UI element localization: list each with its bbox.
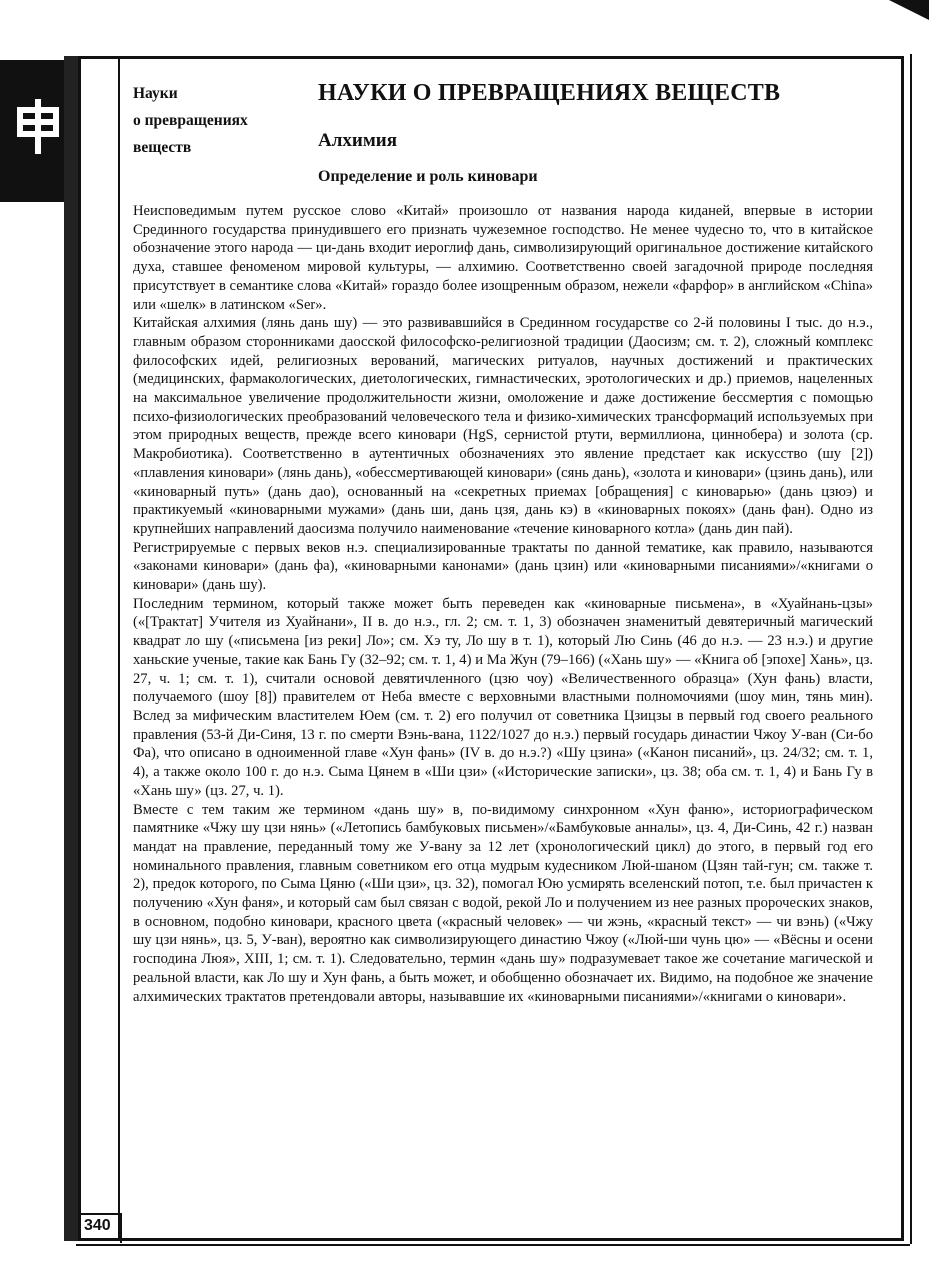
section-heading: Алхимия	[318, 130, 397, 151]
left-black-strip	[64, 56, 78, 1241]
body-text	[133, 202, 873, 1006]
outer-right-rule	[906, 54, 912, 1244]
page-title: НАУКИ О ПРЕВРАЩЕНИЯХ ВЕЩЕСТВ	[318, 80, 781, 106]
side-heading-line: Науки	[133, 85, 178, 102]
outer-bottom-rule	[76, 1244, 910, 1246]
corner-mark-icon	[889, 0, 929, 20]
side-heading-line: о превращениях	[133, 112, 248, 129]
page-number: 340	[84, 1217, 111, 1234]
chinese-glyph-icon	[12, 98, 64, 154]
subsection-heading: Определение и роль киновари	[318, 168, 538, 185]
paragraph: Регистрируемые с первых веков н.э. специализированные трактаты по данной тематике, как правило, называются «законами киновари» (дань фа), «киноварными канонами» (дань цзин) или «киноварными писаниями»/«книгами о киновари» (дань шу).	[133, 539, 873, 594]
side-heading	[133, 80, 293, 161]
gutter-rule	[118, 56, 120, 1241]
paragraph: Неисповедимым путем русское слово «Китай» произошло от названия народа киданей, впервые в истории Срединного государства принудившего его признать чужеземное господство. Не менее чудесно то, что в китайское обозначение этого народа — ци-дань входит иероглиф дань, символизирующий оригинальное достижение китайского духа, ставшее феноменом мировой культуры, — алхимию. Соответственно своей загадочной природе последняя присутствует в семантике слова «Китай» гораздо более изощренным образом, нежели «фарфор» в английском «China» или «шелк» в латинском «Ser».	[133, 203, 873, 313]
side-heading-line: веществ	[133, 139, 192, 156]
paragraph: Вместе с тем таким же термином «дань шу» в, по-видимому синхронном «Хун фаню», историографическом памятнике «Чжу шу цзи нянь» («Летопись бамбуковых письмен»/«Бамбуковые анналы», цз. 4, Ди-Синь, 42 г.) назван мандат на правление, переданный тому же У-вану за 12 лет (хронологический цикл) до этого, в первый год его номинального правления, главным советником его отца мудрым кудесником Люй-шаном (Цзян тай-гун; см. также т. 2), предок которого, по Сыма Цяню («Ши цзи», цз. 32), помогал Юю усмирять вселенский потоп, т.е. был причастен к получению «Хун фаня», и который сам был связан с водой, рекой Ло и получением из нее разных пророческих знаков, в основном, подобно киновари, красного цвета («красный человек» — чи жэнь, «красный текст» — чи вэнь) («Чжу шу цзи нянь», цз. 5, У-ван), вероятно как символизирующего династию Чжоу («Люй-ши чунь цю» — «Вёсны и осени господина Люя», XIII, 1; см. т. 1). Следовательно, термин «дань шу» подразумевает такое же сочетание магической и реальной власти, как Ло шу и Хун фань, а быть может, и обобщенно обозначает их. Видимо, на подобное же значение алхимических трактатов претендовали авторы, называвшие их «киноварными писаниями»/«книгами о киновари».	[133, 801, 873, 1005]
paragraph: Китайская алхимия (лянь дань шу) — это развивавшийся в Срединном государстве со 2-й половины I тыс. до н.э., главным образом сторонниками даосской философско-религиозной традиции (Даосизм; см. т. 2), сложный комплекс философских идей, религиозных верований, магических ритуалов, научных достижений и практических (медицинских, фармакологических, диетологических, гимнастических, эротологических и др.) приемов, нацеленных на максимальное увеличение продолжительности жизни, омоложение и даже достижение бессмертия с помощью психо-физиологических преобразований человеческого тела и физико-химических трансформаций используемых при этом природных веществ, прежде всего киновари (HgS, сернистой ртути, вермиллиона, циннобера) и золота (ср. Макробиотика). Соответственно в аутентичных обозначениях это явление предстает как искусство (шу [2]) «плавления киновари» (лянь дань), «обессмертивающей киновари» (сянь дань), «золота и киновари» (цзинь дань), или «киноварный путь» (дань дао), основанный на «секретных приемах [обращения] с киноварью» (дань цзюэ) и практикуемый «киноварными мужами» (дань ши, дань цзя, дань кэ) в «киноварных покоях» (дань фан). Одно из крупнейших направлений даосизма получило наименование «течение киноварного котла» (дань дин пай).	[133, 315, 874, 537]
paragraph: Последним термином, который также может быть переведен как «киноварные письмена», в «Хуайнань-цзы» («[Трактат] Учителя из Хуайнани», II в. до н.э., гл. 2; см. т. 1, 3) обозначен знаменитый девятеричный магический квадрат ло шу («письмена [из реки] Ло»; см. Хэ ту, Ло шу в т. 1), который Лю Синь (46 до н.э. — 23 н.э.) и другие ханьские ученые, такие как Бань Гу (32–92; см. т. 1, 4) и Ма Жун (79–166) («Хань шу» — «Книга об [эпохе] Хань», цз. 27, ч. 1; см. т. 1), считали основой девятичленного (цзю чоу) «Величественного образца» (Хун фань) власти, получаемого (шоу [8]) правителем от Неба вместе с верховными властными полномочиями (шоу мин, тянь мин). Вслед за мифическим властителем Юем (см. т. 2) его получил от советника Цзицзы в первый год своего реального правления (53-й Ди-Синя, 13 г. по смерти Вэнь-вана, 1122/1027 до н.э.) первый государь династии Чжоу У-ван (Си-бо Фа), что описано в одноименной главе «Хун фань» (IV в. до н.э.?) «Шу цзина» («Канон писаний», цз. 24/32; см. т. 1, 4), а также около 100 г. до н.э. Сыма Цянем в «Ши цзи» («Исторические записки», цз. 38; оба см. т. 1, 4) и Бань Гу в «Хань шу» (цз. 27, ч. 1).	[133, 595, 873, 799]
